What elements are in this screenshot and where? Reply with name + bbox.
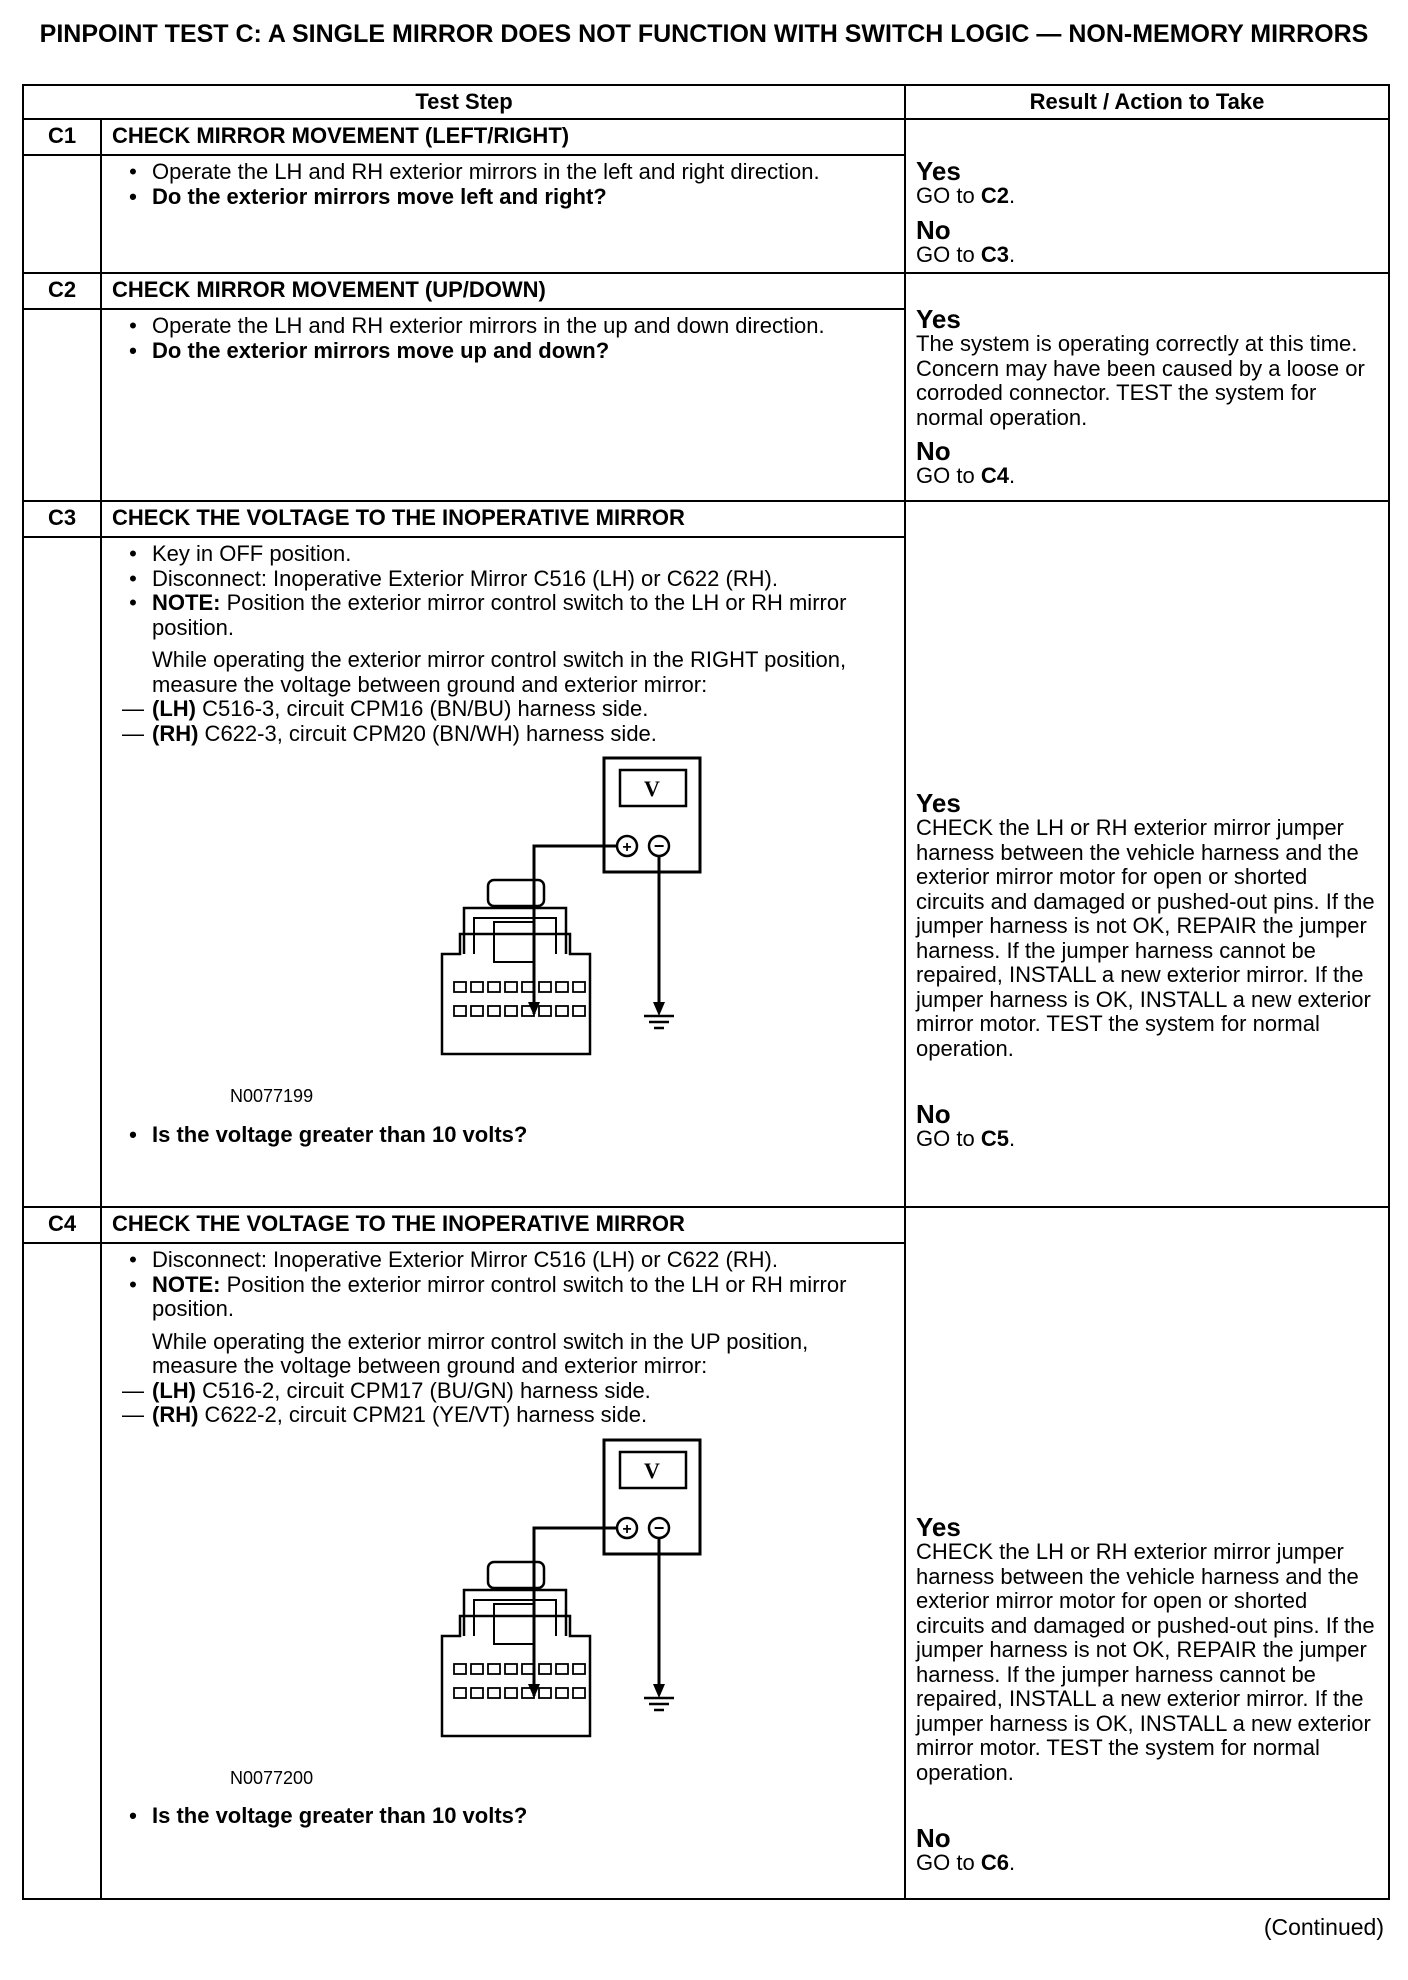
- no-label: No: [916, 436, 951, 466]
- plus-terminal: +: [622, 839, 632, 856]
- yes-action: GO to C2.: [916, 183, 1016, 208]
- step-c3-body: [101, 537, 905, 1207]
- meter-label: V: [644, 1457, 660, 1483]
- header-result: Result / Action to Take: [905, 85, 1389, 119]
- continued-label: (Continued): [1263, 1914, 1384, 1940]
- yes-action: The system is operating correctly at this time. Concern may have been caused by a loose or corroded connector. TEST the system for normal operation.: [916, 331, 1365, 430]
- step-c1-body: [101, 155, 905, 273]
- figure-code: N0077200: [230, 1767, 314, 1788]
- step-c1-title-row: [23, 119, 1389, 155]
- dash-item: — (LH) C516-2, circuit CPM17 (BU/GN) harness side.: [122, 1377, 651, 1403]
- step-id: C4: [23, 1207, 101, 1243]
- bullet-item: • Key in OFF position.: [129, 541, 352, 566]
- minus-terminal: −: [653, 1517, 665, 1538]
- note-item: • NOTE: Position the exterior mirror control switch to the LH or RH mirror position.: [129, 590, 847, 640]
- note-label: NOTE:: [152, 590, 221, 615]
- step-title: CHECK MIRROR MOVEMENT (LEFT/RIGHT): [101, 119, 905, 155]
- no-ref-link[interactable]: C6: [980, 1850, 1009, 1875]
- step-c4-title-row: [23, 1207, 1389, 1243]
- step-c2-title-row: [23, 273, 1389, 309]
- no-ref-link[interactable]: C3: [980, 241, 1009, 267]
- no-label: No: [916, 1099, 951, 1129]
- instruction-paragraph: While operating the exterior mirror control switch in the UP position, measure the voltage between ground and exterior mirror:: [152, 1328, 809, 1378]
- step-c3-title-row: [23, 501, 1389, 537]
- yes-ref-link[interactable]: C2: [980, 183, 1009, 208]
- step-c4-body: [101, 1243, 905, 1899]
- yes-label: Yes: [916, 788, 961, 818]
- yes-action: CHECK the LH or RH exterior mirror jumper harness between the vehicle harness and the exterior mirror motor for open or shorted circuits and damaged or pushed-out pins. If the jumper harness is not OK, REPAIR the jumper harness. If the jumper harness cannot be repaired, INSTALL a new exterior mirror. If the jumper harness is OK, INSTALL a new exterior mirror motor. TEST the system for normal operation.: [916, 815, 1375, 1061]
- step-id: C2: [23, 273, 101, 309]
- step-title: CHECK THE VOLTAGE TO THE INOPERATIVE MIRROR: [101, 501, 905, 537]
- voltmeter-connector-diagram: [354, 1436, 834, 1766]
- step-title: CHECK MIRROR MOVEMENT (UP/DOWN): [101, 273, 905, 309]
- meter-label: V: [644, 776, 660, 801]
- instruction-paragraph: While operating the exterior mirror control switch in the RIGHT position, measure the voltage between ground and exterior mirror:: [152, 647, 847, 697]
- step-id: C1: [23, 119, 101, 155]
- yes-label: Yes: [916, 1512, 961, 1542]
- header-test-step: Test Step: [23, 85, 905, 119]
- no-label: No: [916, 1823, 951, 1853]
- voltmeter-connector-diagram: [354, 754, 834, 1084]
- minus-terminal: −: [653, 836, 665, 856]
- bullet-item: • Disconnect: Inoperative Exterior Mirror C516 (LH) or C622 (RH).: [129, 1247, 778, 1272]
- step-c2-body: [101, 309, 905, 501]
- yes-label: Yes: [916, 156, 961, 186]
- no-action: GO to C5.: [916, 1126, 1016, 1151]
- yes-action: CHECK the LH or RH exterior mirror jumper harness between the vehicle harness and the exterior mirror motor for open or shorted circuits and damaged or pushed-out pins. If the jumper harness is not OK, REPAIR the jumper harness. If the jumper harness cannot be repaired, INSTALL a new exterior mirror. If the jumper harness is OK, INSTALL a new exterior mirror motor. TEST the system for normal operation.: [916, 1539, 1375, 1785]
- step-c2-result: [905, 273, 1389, 501]
- step-question: • Do the exterior mirrors move up and down?: [129, 337, 610, 363]
- no-action: GO to C3.: [916, 241, 1016, 267]
- no-label: No: [916, 214, 951, 245]
- no-ref-link[interactable]: C4: [980, 463, 1009, 488]
- yes-label: Yes: [916, 304, 961, 334]
- step-question: • Is the voltage greater than 10 volts?: [129, 1121, 528, 1147]
- bullet-item: • Operate the LH and RH exterior mirrors in the up and down direction.: [129, 313, 825, 338]
- page-title: PINPOINT TEST C: A SINGLE MIRROR DOES NOT FUNCTION WITH SWITCH LOGIC — NON-MEMORY MIRRORS: [39, 20, 1369, 48]
- no-ref-link[interactable]: C5: [980, 1126, 1009, 1151]
- dash-item: — (RH) C622-2, circuit CPM21 (YE/VT) harness side.: [122, 1402, 648, 1427]
- step-c4-result: [905, 1207, 1389, 1899]
- step-c3-result: [905, 501, 1389, 1207]
- note-label: NOTE:: [152, 1271, 221, 1297]
- bullet-item: • Operate the LH and RH exterior mirrors in the left and right direction.: [129, 159, 820, 184]
- no-action: GO to C4.: [916, 463, 1016, 488]
- dash-item: — (LH) C516-3, circuit CPM16 (BN/BU) harness side.: [122, 696, 649, 721]
- step-c1-result: [905, 119, 1389, 273]
- table-header-row: [23, 85, 1389, 119]
- step-question: • Do the exterior mirrors move left and right?: [129, 183, 607, 209]
- plus-terminal: +: [622, 1520, 632, 1538]
- bullet-item: • Disconnect: Inoperative Exterior Mirror C516 (LH) or C622 (RH).: [129, 565, 778, 591]
- no-action: GO to C6.: [916, 1850, 1016, 1875]
- step-id: C3: [23, 501, 101, 537]
- pinpoint-table: [22, 84, 1390, 1900]
- step-title: CHECK THE VOLTAGE TO THE INOPERATIVE MIRROR: [101, 1207, 905, 1243]
- step-question: • Is the voltage greater than 10 volts?: [129, 1803, 528, 1828]
- figure-code: N0077199: [230, 1086, 314, 1106]
- note-item: • NOTE: Position the exterior mirror control switch to the LH or RH mirror position.: [129, 1271, 847, 1321]
- dash-item: — (RH) C622-3, circuit CPM20 (BN/WH) harness side.: [122, 720, 657, 746]
